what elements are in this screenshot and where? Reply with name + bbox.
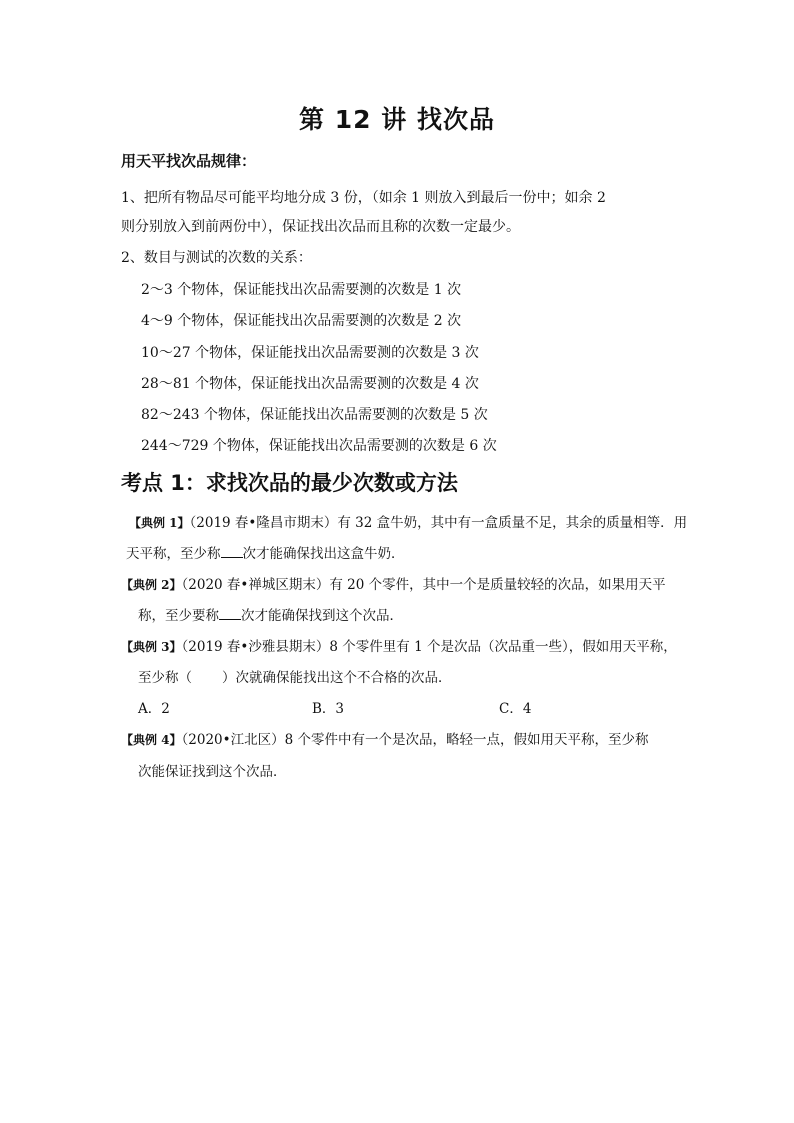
section-heading: 考点 1：求找次品的最少次数或方法 bbox=[121, 471, 458, 495]
example-4-tag: 【典例 4】 bbox=[121, 733, 182, 747]
count-rule-1: 2～3 个物体，保证能找出次品需要测的次数是 1 次 bbox=[141, 282, 462, 298]
lesson-title: 第 12 讲 找次品 bbox=[299, 105, 495, 134]
example-3-line-2 bbox=[138, 666, 452, 686]
example-2-text-b: 次才能确保找到这个次品． bbox=[241, 608, 403, 624]
option-a[interactable]: A．2 bbox=[138, 701, 170, 717]
example-1-text-a: 天平称，至少称 bbox=[126, 546, 221, 562]
example-4-line-1 bbox=[121, 728, 648, 748]
example-1-text: （2019 春•隆昌市期末）有 32 盒牛奶，其中有一盒质量不足，其余的质量相等．用 bbox=[189, 515, 688, 531]
rules-heading: 用天平找次品规律： bbox=[121, 152, 257, 170]
count-rule-3: 10～27 个物体，保证能找出次品需要测的次数是 3 次 bbox=[141, 345, 479, 361]
option-b[interactable]: B．3 bbox=[312, 701, 345, 717]
answer-blank[interactable] bbox=[221, 545, 243, 558]
option-c[interactable]: C．4 bbox=[499, 701, 532, 717]
example-4-line-2: 次能保证找到这个次品． bbox=[138, 764, 287, 780]
example-1-line-2 bbox=[126, 542, 405, 562]
example-3-tag: 【典例 3】 bbox=[121, 640, 182, 654]
count-rule-2: 4～9 个物体，保证能找出次品需要测的次数是 2 次 bbox=[141, 313, 462, 329]
example-3-text-a: 至少称（ bbox=[138, 670, 192, 686]
example-2-tag: 【典例 2】 bbox=[121, 578, 182, 592]
example-4-text: （2020•江北区）8 个零件中有一个是次品，略轻一点，假如用天平称，至少称 bbox=[181, 732, 649, 748]
rule-1-line-1: 1、把所有物品尽可能平均地分成 3 份，（如余 1 则放入到最后一份中；如余 2 bbox=[121, 190, 606, 206]
example-1-tag: 【典例 1】 bbox=[129, 516, 190, 530]
example-2-line-1 bbox=[121, 573, 666, 593]
example-3-line-1 bbox=[121, 635, 677, 655]
answer-blank[interactable] bbox=[219, 607, 241, 620]
example-3-text-b: ）次就确保能找出这个不合格的次品． bbox=[222, 670, 452, 686]
example-2-text-a: 称，至少要称 bbox=[138, 608, 219, 624]
example-2-line-2 bbox=[138, 604, 403, 624]
rule-2-heading: 2、数目与测试的次数的关系： bbox=[121, 250, 312, 266]
example-3-text: （2019 春•沙雅县期末）8 个零件里有 1 个是次品（次品重一些），假如用天平称， bbox=[181, 639, 677, 655]
example-1-text-b: 次才能确保找出这盒牛奶． bbox=[242, 546, 405, 562]
count-rule-5: 82～243 个物体，保证能找出次品需要测的次数是 5 次 bbox=[141, 407, 488, 423]
example-2-text: （2020 春•禅城区期末）有 20 个零件，其中一个是质量较轻的次品，如果用天平 bbox=[181, 577, 666, 593]
example-1-line-1 bbox=[129, 511, 687, 531]
count-rule-6: 244～729 个物体，保证能找出次品需要测的次数是 6 次 bbox=[141, 438, 497, 454]
count-rule-4: 28～81 个物体，保证能找出次品需要测的次数是 4 次 bbox=[141, 376, 479, 392]
rule-1-line-2: 则分别放入到前两份中），保证找出次品而且称的次数一定最少。 bbox=[121, 219, 520, 235]
